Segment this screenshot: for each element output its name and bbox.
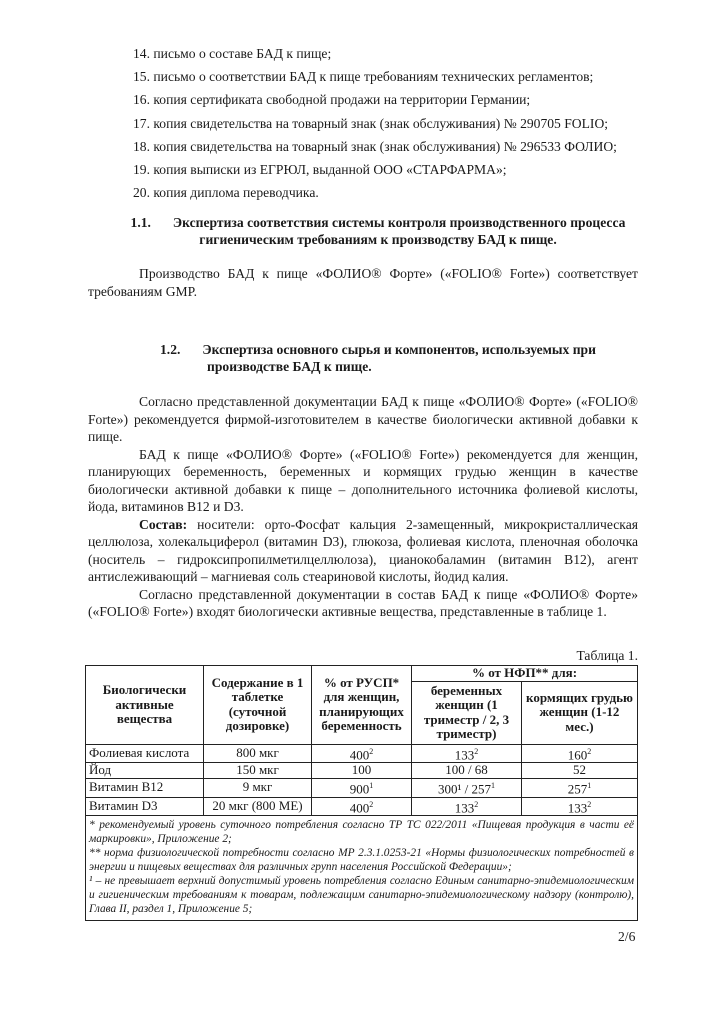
header-nfp: % от НФП** для: (412, 666, 638, 682)
cell-rusp: $400^2$ (312, 744, 412, 763)
table-notes (86, 816, 638, 921)
list-item: 15. письмо о соответствии БАД к пище требованиям технических регламентов; (133, 69, 594, 85)
section-1-2-heading (160, 341, 620, 375)
header-lactating: кормящих грудью женщин (1-12 мес.) (522, 681, 638, 744)
table-row (86, 744, 638, 763)
footnote: ¹ – не превышает верхний допустимый уровень потребления согласно Единым санитарно-эпидемиологическим и гигиеническим требованиям к товарам, подлежащим санитарно-эпидемиологическому надзору (контролю), Глава II, раздел 1, Приложение 5; (89, 875, 634, 916)
table-row (86, 778, 638, 797)
header-pregnant: беременных женщин (1 триместр / 2, 3 триместр) (412, 681, 522, 744)
cell-content: 9 мкг (204, 778, 312, 797)
section-1-2-body (88, 393, 638, 621)
paragraph: Согласно представленной документации в состав БАД к пище «ФОЛИО® Форте» («FOLIO® Forte») входят биологически активные вещества, представленные в таблице 1. (88, 586, 638, 619)
cell-pregnant: $133^2$ (412, 744, 522, 763)
header-content: Содержание в 1 таблетке (суточной дозировке) (204, 666, 312, 745)
header-substance: Биологически активные вещества (86, 666, 204, 745)
cell-lactating: $160^2$ (522, 744, 638, 763)
cell-pregnant: 100 / 68 (412, 763, 522, 779)
heading-line: Экспертиза основного сырья и компонентов, используемых при (202, 342, 596, 357)
paragraph: Согласно представленной документации БАД к пище «ФОЛИО® Форте» («FOLIO® Forte») рекомендуется фирмой-изготовителем в качестве биологически активной добавки к пище. (88, 394, 638, 444)
heading-line: Экспертиза соответствия системы контроля производственного процесса (172, 215, 626, 230)
list-item: 16. копия сертификата свободной продажи на территории Германии; (133, 92, 531, 108)
section-number: 1.1. (130, 215, 151, 230)
heading-line: гигиеническим требованиям к производству БАД к пище. (199, 232, 557, 247)
cell-content: 800 мкг (204, 744, 312, 763)
heading-line: производстве БАД к пище. (207, 359, 372, 374)
cell-lactating: $133^2$ (522, 797, 638, 816)
cell-name: Фолиевая кислота (86, 744, 204, 763)
header-rusp: % от РУСП* для женщин, планирующих беременность (312, 666, 412, 745)
documents-list (133, 42, 617, 204)
cell-name: Витамин D3 (86, 797, 204, 816)
list-item: 14. письмо о составе БАД к пище; (133, 46, 332, 61)
list-item: 20. копия диплома переводчика. (133, 185, 319, 201)
composition-text: носители: орто-Фосфат кальция 2-замещенный, микрокристаллическая целлюлоза, холекальциферол (витамин D3), глюкоза, фолиевая кислота, пленочная оболочка (носитель – гидроксипропилметилцеллюлоза), цианокобаламин (витамин B12), агент антислеживающий – магниевая соль стеариновой кислоты, йодид калия. (88, 516, 638, 584)
cell-lactating: $257^1$ (522, 778, 638, 797)
cell-content: 20 мкг (800 МЕ) (204, 797, 312, 816)
list-item: 18. копия свидетельства на товарный знак (знак обслуживания) № 296533 ФОЛИО; (133, 138, 617, 154)
footnote: * рекомендуемый уровень суточного потребления согласно ТР ТС 022/2011 «Пищевая продукция в части её маркировки», Приложение 2; (89, 819, 634, 846)
paragraph: Производство БАД к пище «ФОЛИО® Форте» («FOLIO® Forte») соответствует требованиям GMP. (88, 266, 638, 299)
table-notes-row (86, 816, 638, 921)
table-row (86, 763, 638, 779)
section-1-1-heading (118, 214, 638, 248)
substances-table (85, 665, 638, 921)
cell-pregnant: $300^1 / 257^1$ (412, 778, 522, 797)
cell-content: 150 мкг (204, 763, 312, 779)
list-item: 17. копия свидетельства на товарный знак (знак обслуживания) № 290705 FOLIO; (133, 115, 609, 131)
cell-lactating: 52 (522, 763, 638, 779)
cell-rusp: $400^2$ (312, 797, 412, 816)
section-number: 1.2. (160, 342, 181, 357)
cell-name: Йод (86, 763, 204, 779)
table-row (86, 797, 638, 816)
cell-rusp: $900^1$ (312, 778, 412, 797)
paragraph (88, 516, 638, 586)
composition-label: Состав: (139, 516, 188, 532)
list-item: 19. копия выписки из ЕГРЮЛ, выданной ООО «СТАРФАРМА»; (133, 162, 507, 178)
cell-pregnant: $133^2$ (412, 797, 522, 816)
cell-name: Витамин B12 (86, 778, 204, 797)
page-number: 2/6 (618, 929, 636, 944)
footnote: ** норма физиологической потребности согласно МР 2.3.1.0253-21 «Нормы физиологических потребностей в энергии и пищевых веществах для различных групп населения Российской Федерации»; (89, 847, 634, 874)
cell-rusp: 100 (312, 763, 412, 779)
paragraph: БАД к пище «ФОЛИО® Форте» («FOLIO® Forte») рекомендуется для женщин, планирующих беременность, беременных и кормящих грудью женщин в качестве биологически активной добавки к пище – дополнительного источника фолиевой кислоты, йода, витаминов B12 и D3. (88, 446, 638, 514)
table-caption: Таблица 1. (576, 648, 638, 663)
section-1-1-body (88, 265, 638, 300)
